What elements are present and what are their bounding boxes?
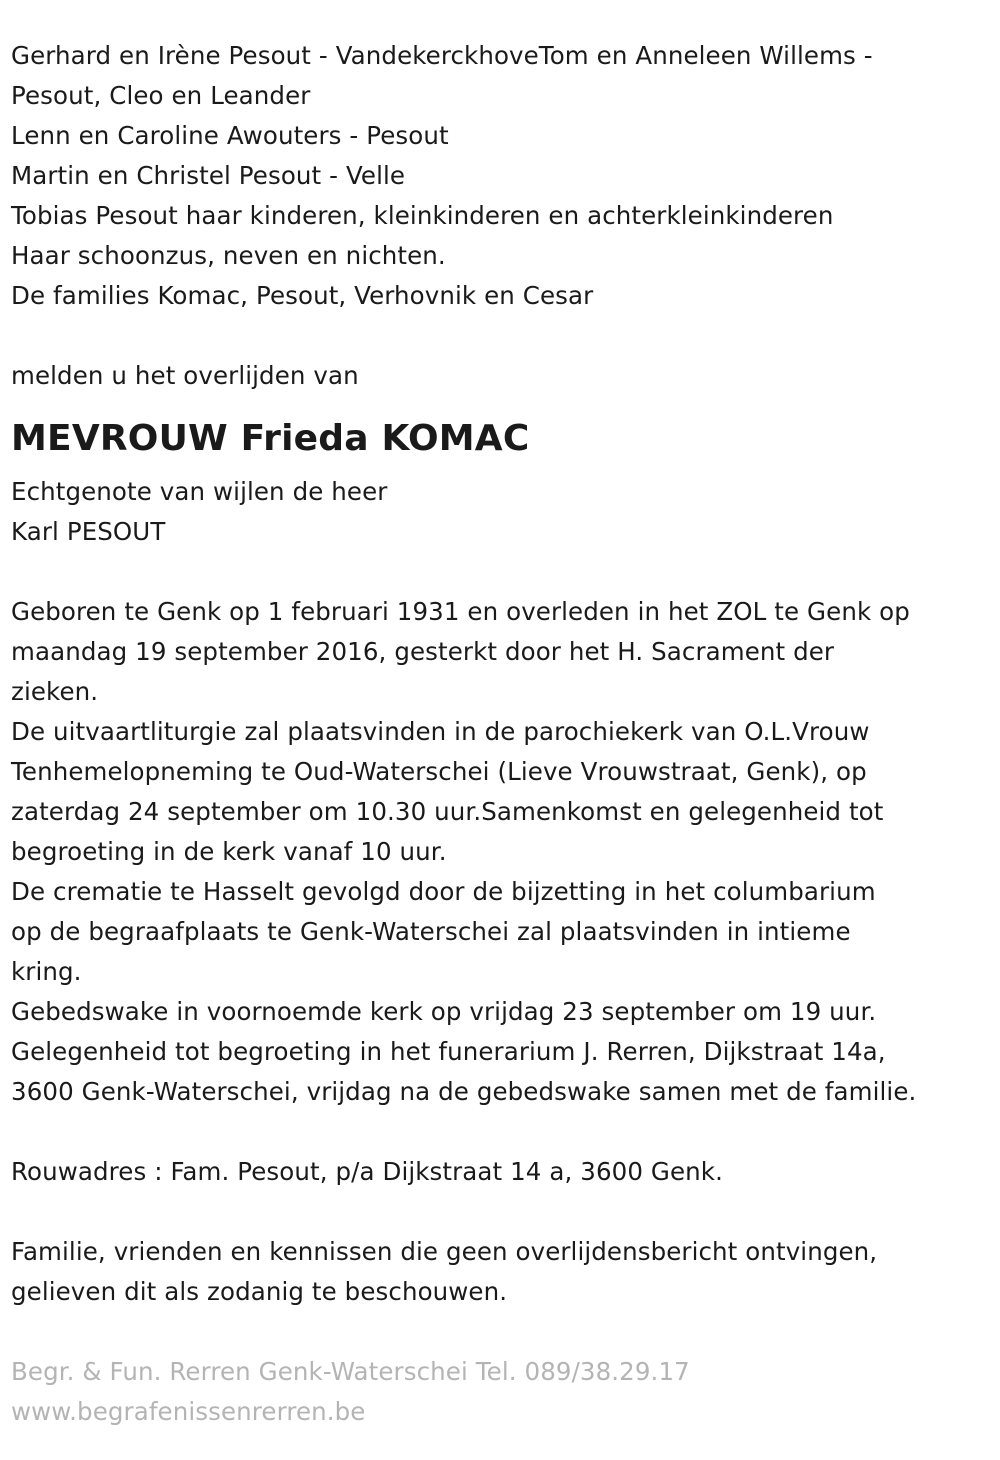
family-line: Lenn en Caroline Awouters - Pesout [11,121,449,150]
spacer [11,1112,991,1152]
spacer [11,1192,991,1232]
detail-line: Tenhemelopneming te Oud-Waterschei (Lieve Vrouwstraat, Genk), op [11,757,867,786]
family-line: Gerhard en Irène Pesout - VandekerckhoveTom en Anneleen Willems - [11,41,873,70]
family-line: Martin en Christel Pesout - Velle [11,161,406,190]
funeral-home-contact: Begr. & Fun. Rerren Genk-Waterschei Tel. 089/38.29.17 [11,1357,690,1386]
funeral-home-footer [11,1352,991,1432]
spacer [11,552,991,592]
detail-line: kring. [11,957,82,986]
funeral-home-website: www.begrafenissenrerren.be [11,1397,366,1426]
detail-line: maandag 19 september 2016, gesterkt door het H. Sacrament der [11,637,835,666]
notice-line: gelieven dit als zodanig te beschouwen. [11,1277,508,1306]
detail-line: Gelegenheid tot begroeting in het funerarium J. Rerren, Dijkstraat 14a, [11,1037,886,1066]
spacer [11,316,991,356]
family-line: De families Komac, Pesout, Verhovnik en Cesar [11,281,594,310]
detail-line: Gebedswake in voornoemde kerk op vrijdag 23 september om 19 uur. [11,997,877,1026]
spouse-name: Karl PESOUT [11,517,166,546]
detail-line: 3600 Genk-Waterschei, vrijdag na de gebedswake samen met de familie. [11,1077,917,1106]
detail-line: begroeting in de kerk vanaf 10 uur. [11,837,447,866]
mourning-address: Rouwadres : Fam. Pesout, p/a Dijkstraat 14 a, 3600 Genk. [11,1157,723,1186]
family-list [11,36,991,316]
detail-line: Geboren te Genk op 1 februari 1931 en overleden in het ZOL te Genk op [11,597,910,626]
detail-line: zieken. [11,677,99,706]
spacer [11,1312,991,1352]
notice-line: Familie, vrienden en kennissen die geen overlijdensbericht ontvingen, [11,1237,878,1266]
detail-line: De uitvaartliturgie zal plaatsvinden in de parochiekerk van O.L.Vrouw [11,717,870,746]
family-line: Pesout, Cleo en Leander [11,81,311,110]
family-line: Haar schoonzus, neven en nichten. [11,241,446,270]
deceased-name: MEVROUW Frieda KOMAC [11,418,530,459]
detail-line: op de begraafplaats te Genk-Waterschei zal plaatsvinden in intieme [11,917,851,946]
obituary-notice [11,36,991,1432]
detail-line: zaterdag 24 september om 10.30 uur.Samenkomst en gelegenheid tot [11,797,884,826]
spouse-line: Echtgenote van wijlen de heer [11,477,388,506]
funeral-details [11,592,991,1112]
announcement-text: melden u het overlijden van [11,361,359,390]
detail-line: De crematie te Hasselt gevolgd door de bijzetting in het columbarium [11,877,876,906]
family-line: Tobias Pesout haar kinderen, kleinkinderen en achterkleinkinderen [11,201,834,230]
notice-text [11,1232,991,1312]
